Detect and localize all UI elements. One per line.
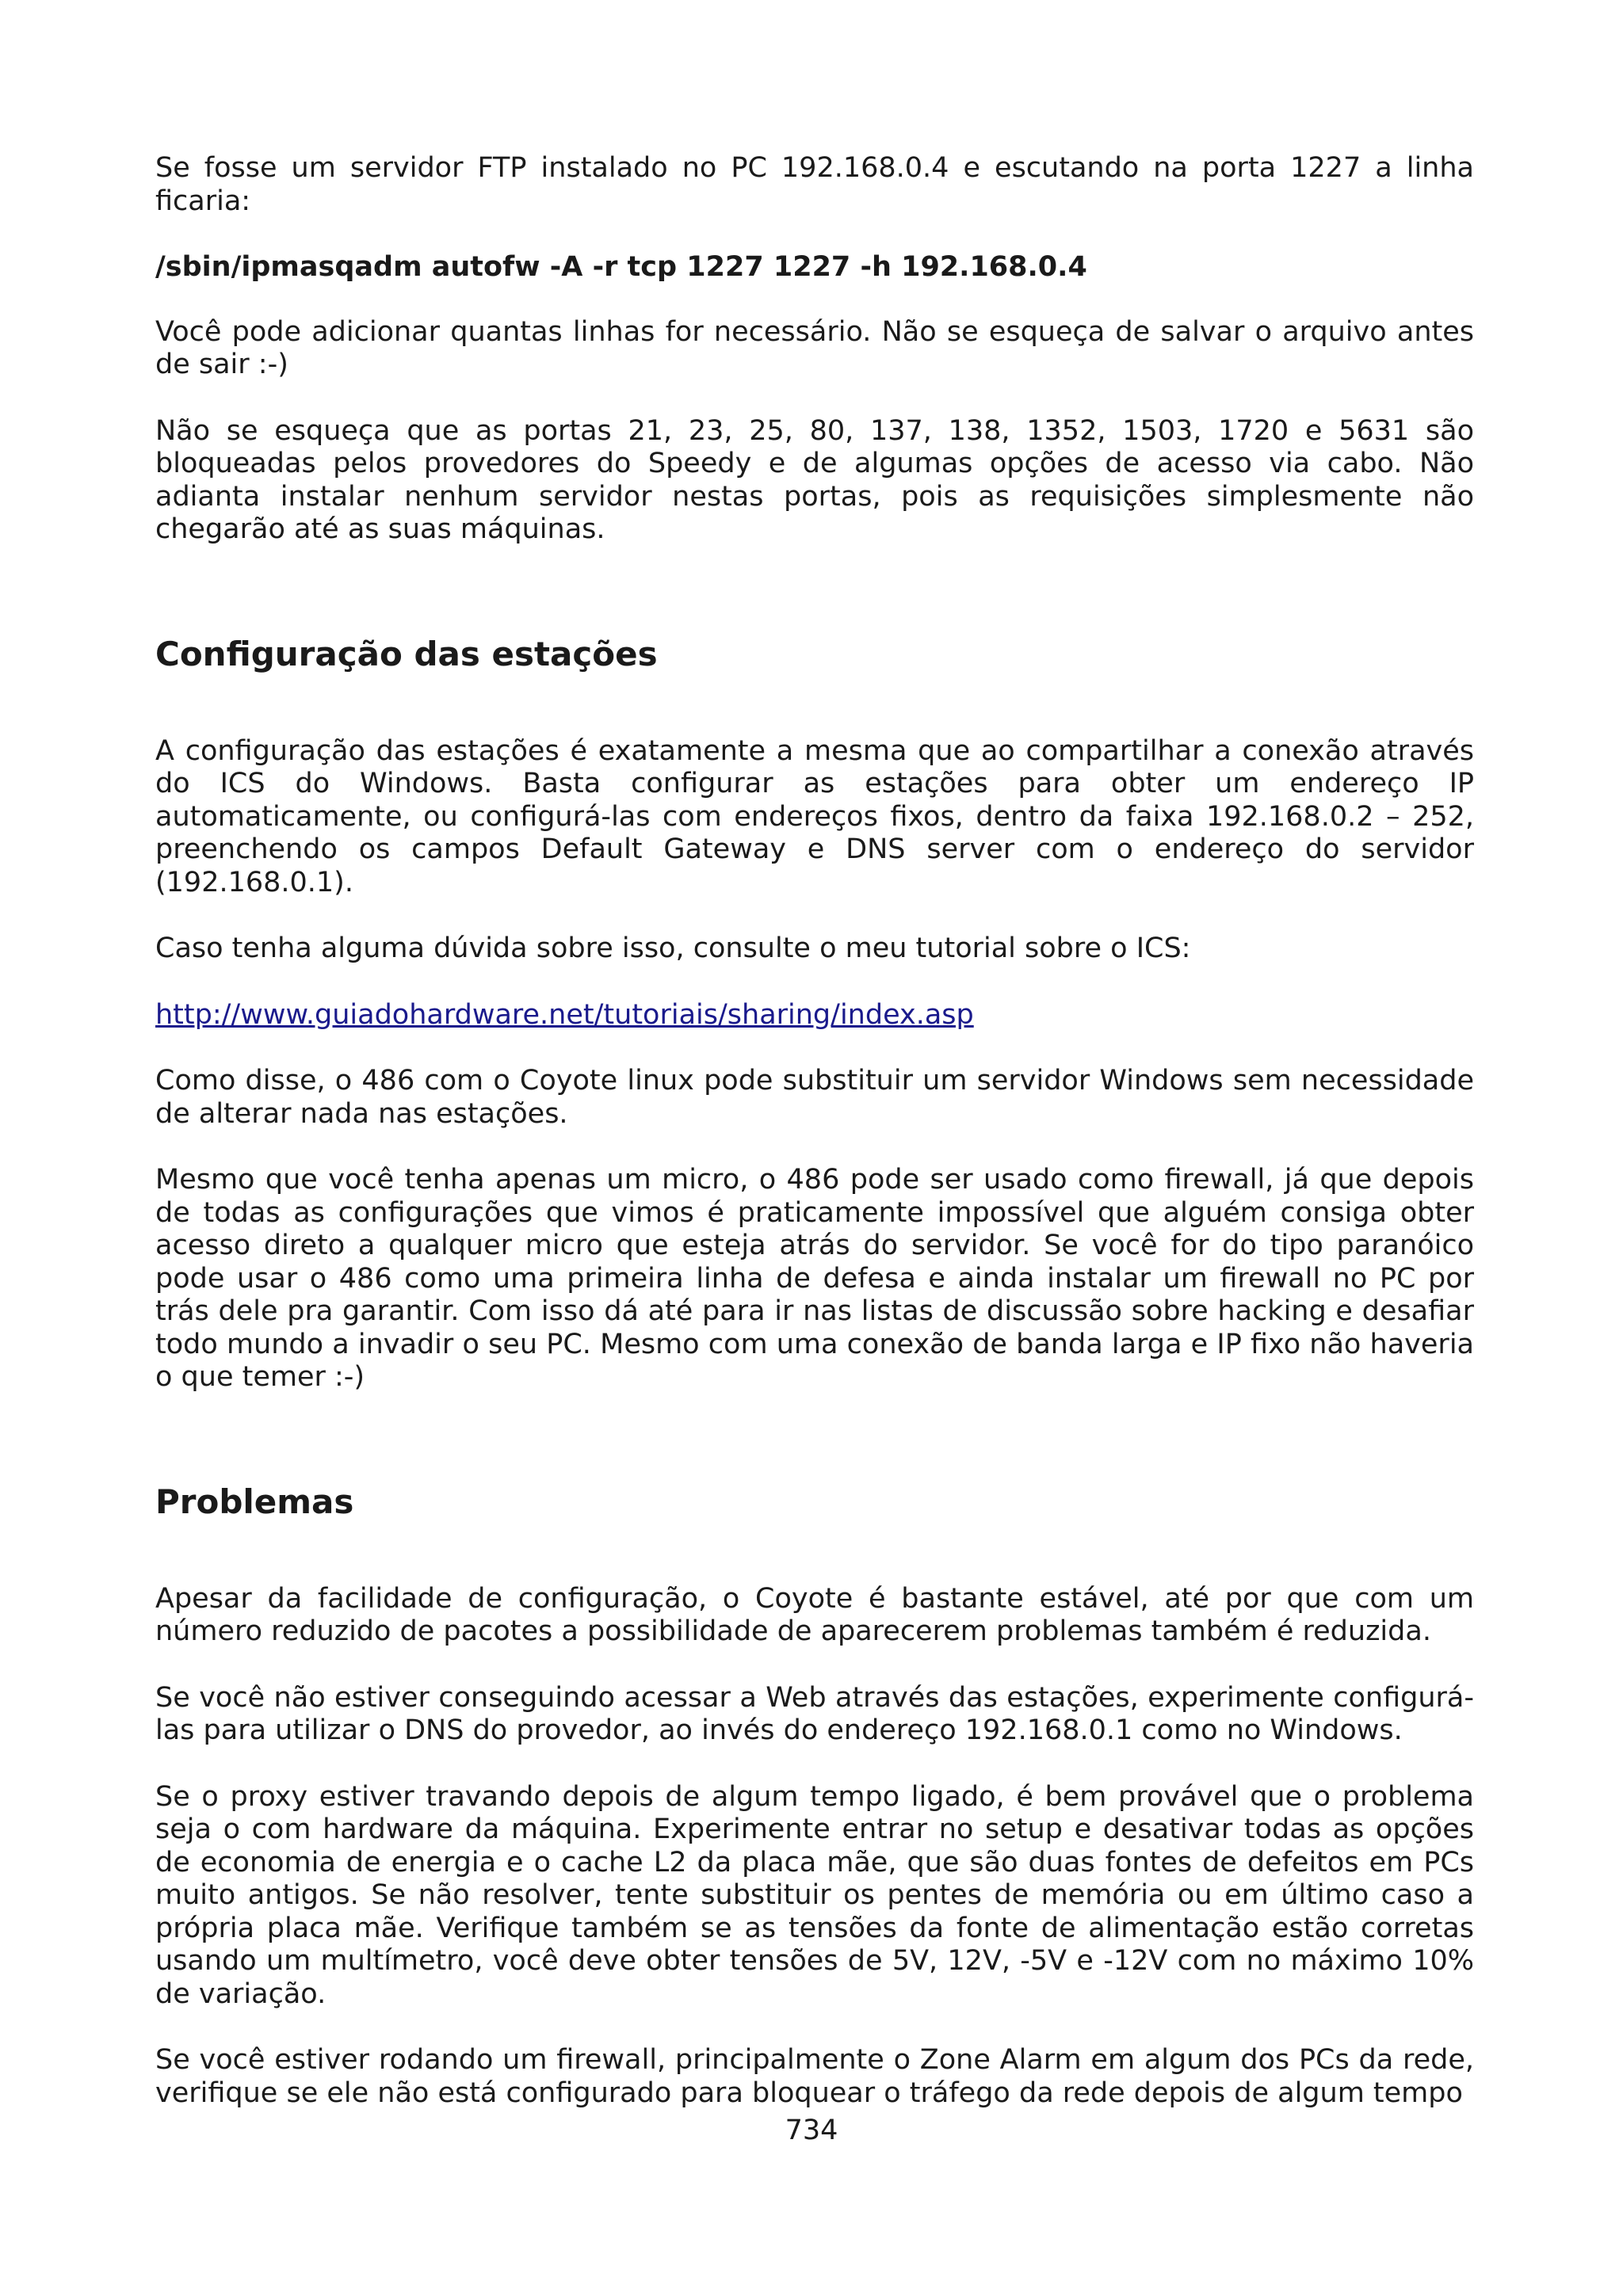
tutorial-link[interactable]: http://www.guiadohardware.net/tutoriais/sharing/index.asp bbox=[155, 998, 974, 1031]
paragraph-add-lines: Você pode adicionar quantas linhas for necessário. Não se esqueça de salvar o arquivo antes de sair :-) bbox=[155, 315, 1474, 380]
heading-problemas: Problemas bbox=[155, 1482, 354, 1521]
page-number: 734 bbox=[785, 2115, 838, 2146]
heading-configuracao-estacoes: Configuração das estações bbox=[155, 634, 658, 673]
paragraph-station-config: A configuração das estações é exatamente a mesma que ao compartilhar a conexão através do ICS do Windows. Basta configurar as estações para obter um endereço IP automaticamente, ou configurá-las com endereços fixos, dentro da faixa 192.168.0.2 – 252, preenchendo os campos Default Gateway e DNS server com o endereço do servidor (192.168.0.1). bbox=[155, 734, 1474, 898]
paragraph-ics-tutorial: Caso tenha alguma dúvida sobre isso, consulte o meu tutorial sobre o ICS: bbox=[155, 933, 1191, 964]
paragraph-link bbox=[155, 999, 1474, 1032]
paragraph-coyote-replacement: Como disse, o 486 com o Coyote linux pode substituir um servidor Windows sem necessidade de alterar nada nas estações. bbox=[155, 1065, 1474, 1130]
paragraph-dns-issue: Se você não estiver conseguindo acessar a Web através das estações, experimente configurá-las para utilizar o DNS do provedor, ao invés do endereço 192.168.0.1 como no Windows. bbox=[155, 1681, 1474, 1746]
document-page bbox=[155, 152, 1474, 2143]
paragraph-hardware-issue: Se o proxy estiver travando depois de algum tempo ligado, é bem provável que o problema seja o com hardware da máquina. Experimente entrar no setup e desativar todas as opções de economia de energia e o cache L2 da placa mãe, que são duas fontes de defeitos em PCs muito antigos. Se não resolver, tente substituir os pentes de memória ou em último caso a própria placa mãe. Verifique também se as tensões da fonte de alimentação estão corretas usando um multímetro, você deve obter tensões de 5V, 12V, -5V e -12V com no máximo 10% de variação. bbox=[155, 1780, 1474, 2010]
paragraph-blocked-ports: Não se esqueça que as portas 21, 23, 25, 80, 137, 138, 1352, 1503, 1720 e 5631 são bloqueadas pelos provedores do Speedy e de algumas opções de acesso via cabo. Não adianta instalar nenhum servidor nestas portas, pois as requisições simplesmente não chegarão até as suas máquinas. bbox=[155, 414, 1474, 545]
paragraph-firewall-usage: Mesmo que você tenha apenas um micro, o 486 pode ser usado como firewall, já que depois de todas as configurações que vimos é praticamente impossível que alguém consiga obter acesso direto a qualquer micro que esteja atrás do servidor. Se você for do tipo paranóico pode usar o 486 como uma primeira linha de defesa e ainda instalar um firewall no PC por trás dele pra garantir. Com isso dá até para ir nas listas de discussão sobre hacking e desafiar todo mundo a invadir o seu PC. Mesmo com uma conexão de banda larga e IP fixo não haveria o que temer :-) bbox=[155, 1164, 1474, 1393]
paragraph-ftp-example: Se fosse um servidor FTP instalado no PC 192.168.0.4 e escutando na porta 1227 a linha ficaria: bbox=[155, 152, 1474, 217]
command-line: /sbin/ipmasqadm autofw -A -r tcp 1227 1227 -h 192.168.0.4 bbox=[155, 251, 1087, 283]
paragraph-firewall-issue: Se você estiver rodando um firewall, principalmente o Zone Alarm em algum dos PCs da rede, verifique se ele não está configurado para bloquear o tráfego da rede depois de algum tempo bbox=[155, 2044, 1474, 2109]
paragraph-stability: Apesar da facilidade de configuração, o Coyote é bastante estável, até por que com um número reduzido de pacotes a possibilidade de aparecerem problemas também é reduzida. bbox=[155, 1582, 1474, 1647]
